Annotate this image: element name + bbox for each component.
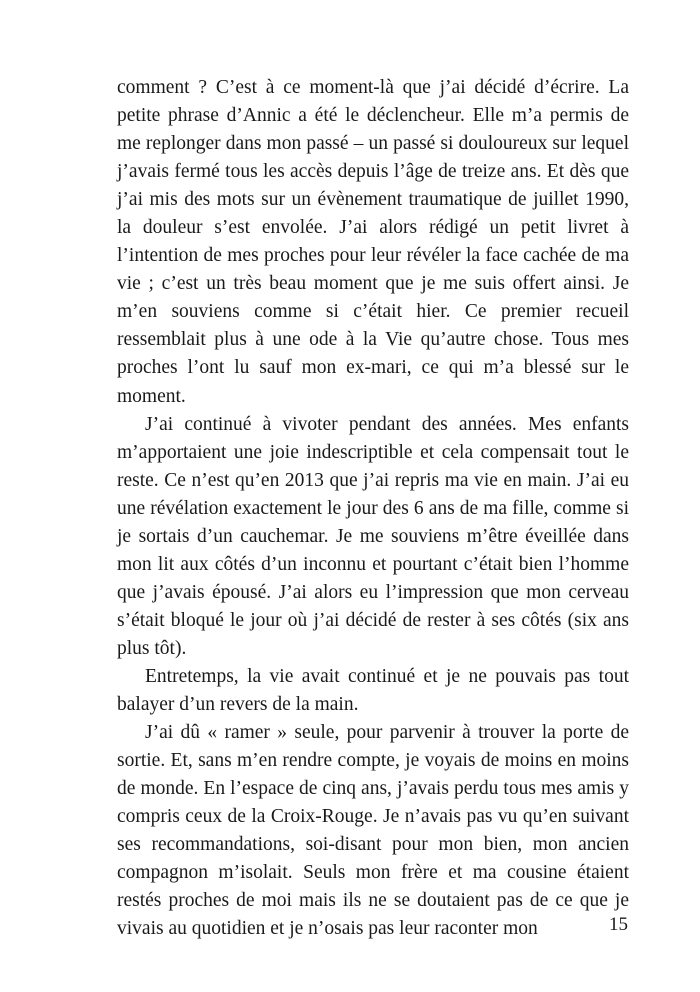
paragraph: J’ai dû « ramer » seule, pour parvenir à trouver la porte de sortie. Et, sans m’en rendre compte, je voyais de moins en moins de monde. En l’espace de cinq ans, j’avais perdu tous mes amis y compris ceux de la Croix-Rouge. Je n’avais pas vu qu’en suivant ses recommandations, soi-disant pour mon bien, mon ancien compagnon m’isolait. Seuls mon frère et ma cousine étaient restés proches de moi mais ils ne se doutaient pas de ce que je vivais au quotidien et je n’osais pas leur raconter mon	[117, 722, 629, 940]
body-text	[117, 74, 629, 943]
paragraph-continued: comment ? C’est à ce moment-là que j’ai décidé d’écrire. La petite phrase d’Annic a été le déclencheur. Elle m’a permis de me replonger dans mon passé – un passé si douloureux sur lequel j’avais fermé tous les accès depuis l’âge de treize ans. Et dès que j’ai mis des mots sur un évènement traumatique de juillet 1990, la douleur s’est envolée. J’ai alors rédigé un petit livret à l’intention de mes proches pour leur révéler la face cachée de ma vie ; c’est un très beau moment que je me suis offert ainsi. Je m’en souviens comme si c’était hier. Ce premier recueil ressemblait plus à une ode à la Vie qu’autre chose. Tous mes proches l’ont lu sauf mon ex-mari, ce qui m’a blessé sur le moment.	[117, 77, 629, 407]
page-number: 15	[609, 914, 628, 935]
paragraph: J’ai continué à vivoter pendant des années. Mes enfants m’apportaient une joie indescriptible et cela compensait tout le reste. Ce n’est qu’en 2013 que j’ai repris ma vie en main. J’ai eu une révélation exactement le jour des 6 ans de ma fille, comme si je sortais d’un cauchemar. Je me souviens m’être éveillée dans mon lit aux côtés d’un inconnu et pourtant c’était bien l’homme que j’avais épousé. J’ai alors eu l’impression que mon cerveau s’était bloqué le jour où j’ai décidé de rester à ses côtés (six ans plus tôt).	[117, 413, 629, 659]
paragraph: Entretemps, la vie avait continué et je ne pouvais pas tout balayer d’un revers de la main.	[117, 665, 629, 716]
